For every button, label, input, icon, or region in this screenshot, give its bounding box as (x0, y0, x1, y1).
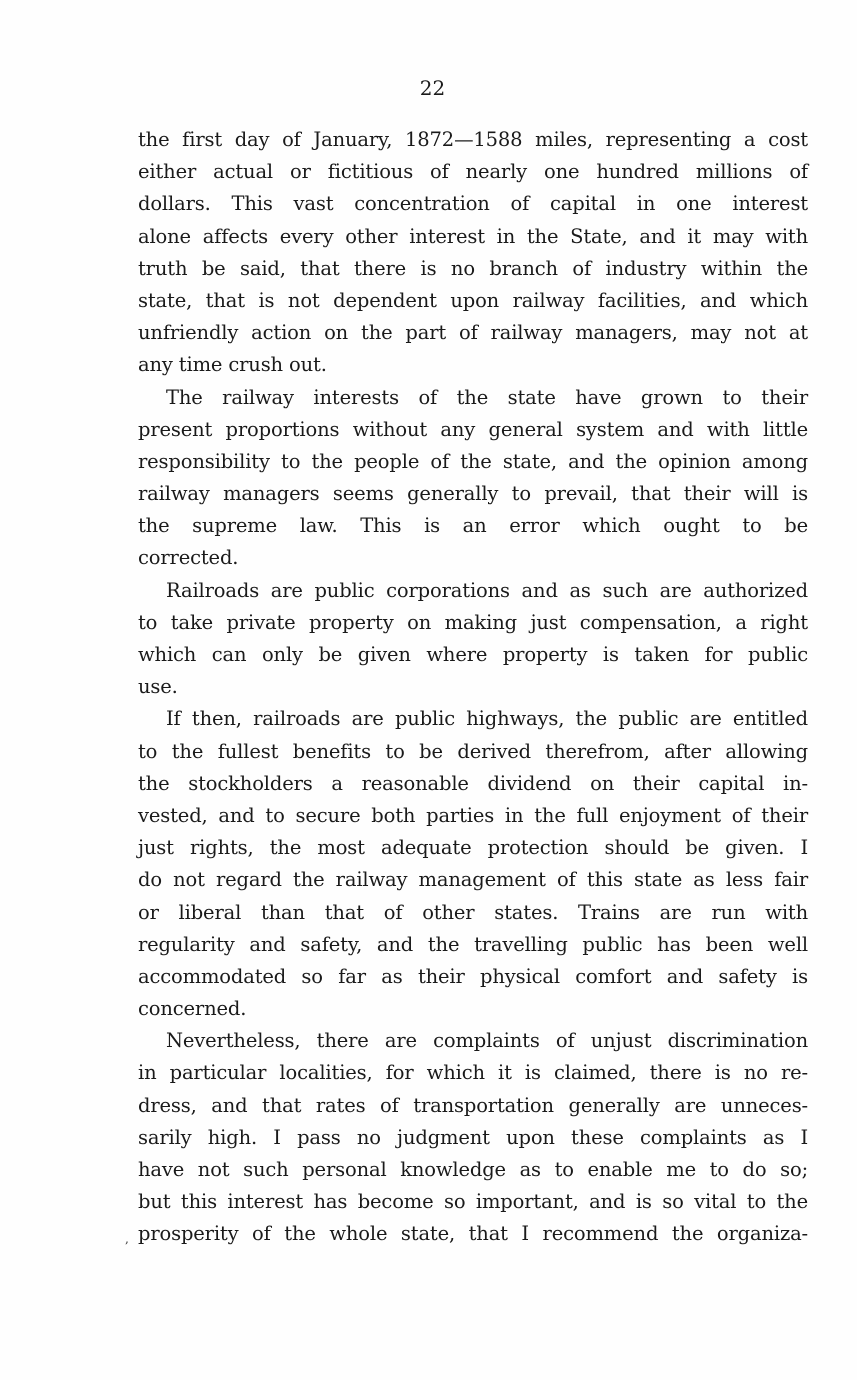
text-line: dollars. This vast concentration of capital in one interest (138, 192, 808, 216)
text-line: regularity and safety, and the travelling public has been well (138, 932, 808, 956)
text-line: alone affects every other interest in the State, and it may with (138, 224, 808, 248)
text-line: the supreme law. This is an error which ought to be (138, 514, 808, 538)
text-line: the first day of January, 1872—1588 miles, representing a cost (138, 128, 808, 151)
text-line: responsibility to the people of the state, and the opinion among (138, 449, 808, 473)
text-line: in particular localities, for which it is claimed, there is no re- (138, 1061, 808, 1085)
text-line: vested, and to secure both parties in the full enjoyment of their (138, 803, 808, 827)
text-line: either actual or fictitious of nearly one hundred millions of (138, 160, 808, 184)
text-line: Nevertheless, there are complaints of unjust discrimination (166, 1029, 808, 1053)
text-line: the stockholders a reasonable dividend on their capital in- (138, 771, 808, 795)
text-line: but this interest has become so important, and is so vital to the (138, 1190, 808, 1214)
text-line: which can only be given where property is taken for public (138, 643, 808, 666)
text-line: corrected. (138, 546, 239, 570)
text-line: railway managers seems generally to prevail, that their will is (138, 482, 808, 506)
page-number: 22 (419, 76, 446, 100)
text-line: use. (138, 675, 178, 699)
text-line: The railway interests of the state have grown to their (166, 385, 808, 409)
text-line: sarily high. I pass no judgment upon these complaints as I (138, 1125, 808, 1149)
text-line: accommodated so far as their physical comfort and safety is (138, 964, 808, 988)
body-text (138, 124, 808, 1251)
text-line: any time crush out. (138, 353, 327, 377)
text-line: prosperity of the whole state, that I recommend the organiza- (138, 1222, 808, 1246)
margin-ink-mark: , (125, 1232, 129, 1246)
text-line: concerned. (138, 997, 247, 1021)
text-line: Railroads are public corporations and as such are authorized (166, 578, 808, 602)
text-line: dress, and that rates of transportation generally are unneces- (138, 1093, 808, 1117)
text-line: unfriendly action on the part of railway managers, may not at (138, 321, 808, 345)
text-line: state, that is not dependent upon railway facilities, and which (138, 288, 808, 312)
text-line: just rights, the most adequate protection should be given. I (138, 836, 808, 860)
text-line: If then, railroads are public highways, the public are entitled (166, 707, 808, 731)
text-line: present proportions without any general system and with little (138, 417, 808, 441)
text-line: do not regard the railway management of this state as less fair (138, 868, 808, 892)
text-line: to the fullest benefits to be derived therefrom, after allowing (138, 739, 808, 763)
text-line: truth be said, that there is no branch of industry within the (138, 256, 808, 280)
text-line: or liberal than that of other states. Trains are run with (138, 900, 808, 924)
text-line: to take private property on making just compensation, a right (138, 610, 808, 634)
text-line: have not such personal knowledge as to enable me to do so; (138, 1158, 808, 1181)
